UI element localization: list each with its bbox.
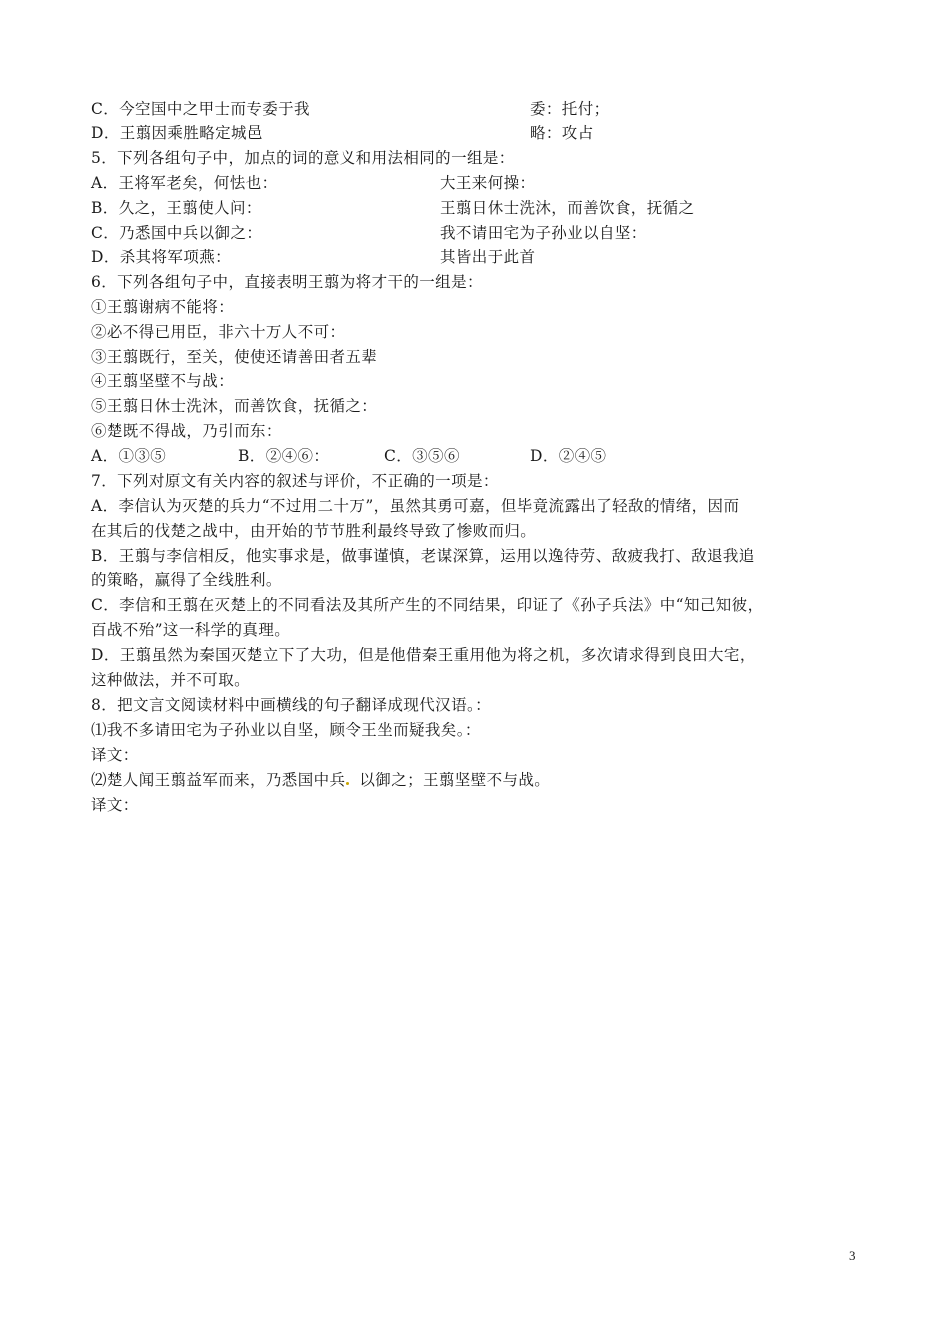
q4-option-d-sentence: D．王翦因乘胜略定城邑 bbox=[91, 124, 263, 142]
q6-item-1: ①王翦谢病不能将： bbox=[91, 298, 235, 316]
q8-stem: 8．把文言文阅读材料中画横线的句子翻译成现代汉语。： bbox=[91, 696, 492, 714]
q7-option-a-line2: 在其后的伐楚之战中，由开始的节节胜利最终导致了惨败而归。 bbox=[91, 522, 537, 540]
q5-option-b-left: B．久之，王翦使人问： bbox=[91, 199, 262, 217]
q6-item-5: ⑤王翦日休士洗沐，而善饮食，抚循之： bbox=[91, 397, 378, 415]
q5-option-d-left: D．杀其将军项燕： bbox=[91, 248, 232, 266]
page-number: 3 bbox=[849, 1248, 856, 1263]
q5-option-a-left: A．王将军老矣，何怯也： bbox=[91, 174, 278, 192]
q6-item-6: ⑥楚既不得战，乃引而东： bbox=[91, 422, 282, 440]
q6-option-d: D．②④⑤ bbox=[530, 447, 607, 465]
q6-option-a: A．①③⑤ bbox=[91, 447, 167, 465]
q6-stem: 6．下列各组句子中，直接表明王翦为将才干的一组是： bbox=[91, 273, 483, 291]
q5-option-d-right: 其皆出于此首 bbox=[440, 248, 536, 266]
q5-option-c-right: 我不请田宅为子孙业以自坚： bbox=[440, 224, 647, 242]
q7-option-a-line1: A．李信认为灭楚的兵力“不过用二十万”，虽然其勇可嘉，但毕竟流露出了轻敌的情绪，因而 bbox=[91, 497, 740, 515]
q6-item-2: ②必不得已用臣，非六十万人不可： bbox=[91, 323, 346, 341]
emphasis-dot-mark bbox=[346, 782, 349, 785]
q6-option-b: B．②④⑥： bbox=[238, 447, 330, 465]
q6-option-c: C．③⑤⑥ bbox=[384, 447, 460, 465]
q7-option-c-line2: 百战不殆”这一科学的真理。 bbox=[91, 621, 291, 639]
q4-option-d-gloss: 略：攻占 bbox=[530, 124, 594, 142]
q4-option-c-sentence: C．今空国中之甲士而专委于我 bbox=[91, 100, 310, 118]
q5-option-a-right: 大王来何操： bbox=[440, 174, 536, 192]
q6-item-3: ③王翦既行，至关，使使还请善田者五辈 bbox=[91, 348, 378, 366]
q7-stem: 7．下列对原文有关内容的叙述与评价，不正确的一项是： bbox=[91, 472, 499, 490]
q4-option-c bbox=[91, 97, 610, 121]
q5-stem: 5．下列各组句子中，加点的词的意义和用法相同的一组是： bbox=[91, 149, 515, 167]
q7-option-c-line1: C．李信和王翦在灭楚上的不同看法及其所产生的不同结果，印证了《孙子兵法》中“知己知彼， bbox=[91, 596, 764, 614]
q5-option-a bbox=[91, 171, 536, 195]
q8-sentence-2-part1: ⑵楚人闻王翦益军而来，乃悉国中兵 bbox=[91, 771, 346, 789]
q7-option-b-line1: B．王翦与李信相反，他实事求是，做事谨慎，老谋深算，运用以逸待劳、敌疲我打、敌退我追 bbox=[91, 547, 755, 565]
q7-option-d-line1: D．王翦虽然为秦国灭楚立下了大功，但是他借秦王重用他为将之机，多次请求得到良田大宅， bbox=[91, 646, 756, 664]
q8-translation-label-1: 译文： bbox=[91, 746, 139, 764]
q8-sentence-1: ⑴我不多请田宅为子孙业以自坚，顾令王坐而疑我矣。： bbox=[91, 721, 481, 739]
q5-option-d bbox=[91, 245, 536, 269]
q8-sentence-2-part2: 以御之；王翦坚壁不与战。 bbox=[359, 771, 551, 789]
q8-sentence-2 bbox=[91, 768, 550, 792]
q8-translation-label-2: 译文： bbox=[91, 796, 139, 814]
q5-option-b-right: 王翦日休士洗沐，而善饮食，抚循之 bbox=[440, 199, 695, 217]
q7-option-b-line2: 的策略，赢得了全线胜利。 bbox=[91, 571, 282, 589]
q6-item-4: ④王翦坚壁不与战： bbox=[91, 372, 235, 390]
q4-option-d bbox=[91, 121, 594, 145]
q5-option-c-left: C．乃悉国中兵以御之： bbox=[91, 224, 263, 242]
q5-option-c bbox=[91, 221, 647, 245]
q7-option-d-line2: 这种做法，并不可取。 bbox=[91, 671, 251, 689]
q5-option-b bbox=[91, 196, 695, 220]
q4-option-c-gloss: 委：托付； bbox=[530, 100, 610, 118]
